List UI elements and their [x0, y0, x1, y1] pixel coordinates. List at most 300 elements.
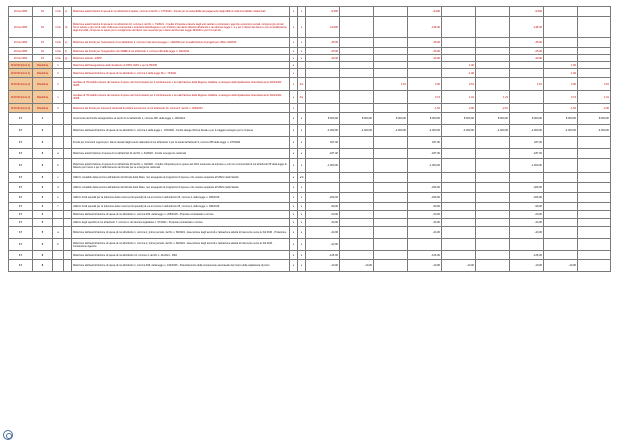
cell-value-4: -10,00 — [408, 260, 442, 272]
cell-nature: s — [298, 183, 306, 193]
cell-value-3 — [374, 55, 408, 62]
table-row — [9, 7, 611, 17]
cell-description: Riduzione autorizzazione di spesa di cui all'articolo 26 del DL n. 34/2020 - Credito d'imposta per le spese del 2021 sostenute da imprese e enti non commerciali di cui all'articolo 55 della legge di bilancio per l'anno e per il rafforzamento del Fondo per le emergenze nazionali — [72, 159, 290, 173]
cell-value-9 — [578, 239, 611, 251]
cell-value-2 — [340, 55, 374, 62]
cell-nature: s — [298, 211, 306, 219]
cell-value-5 — [442, 159, 476, 173]
cell-sub: d) — [64, 17, 72, 38]
cell-value-1 — [306, 104, 340, 113]
cell-value-4: -200,00 — [408, 193, 442, 203]
cell-value-4: -187,00 — [408, 149, 442, 159]
cell-value-7 — [510, 62, 544, 69]
cell-sub — [64, 149, 72, 159]
cell-letter: 1 bis — [53, 17, 64, 38]
cell-type: s — [290, 104, 298, 113]
cell-value-8: -10,00 — [544, 260, 578, 272]
table-row — [9, 38, 611, 48]
cell-sub — [64, 260, 72, 272]
cell-value-6 — [476, 149, 510, 159]
cell-value-3 — [374, 159, 408, 173]
cell-value-8: -1.00 — [544, 69, 578, 78]
cell-value-2 — [340, 69, 374, 78]
cell-description: Riduzione dell'autorizzazione di spesa di cui all'articolo 1, comma 2 della legge n. 178/2020 - Fondo delega riforma fiscale e per il maggior sostegno per le imprese — [72, 125, 290, 137]
cell-article: 17 — [9, 173, 33, 183]
cell-value-3: 1.51 — [374, 78, 408, 91]
cell-value-8 — [544, 149, 578, 159]
cell-article: 16 DCR (fonte 2) — [9, 91, 33, 104]
cell-description: Utilizzo fondi speciali per la riduzione delle mutui (conti speciali) di cui al comma 1 dell'articolo 25, comma 4, della legge n. 186/2019 — [72, 203, 290, 211]
cell-value-7: -45.00 — [510, 38, 544, 48]
cell-value-8 — [544, 159, 578, 173]
cell-sub — [64, 203, 72, 211]
cell-value-3 — [374, 251, 408, 260]
cell-value-3 — [374, 91, 408, 104]
table-row — [9, 104, 611, 113]
cell-value-5: 1.01 — [442, 91, 476, 104]
cell-value-7: -10,00 — [510, 260, 544, 272]
cell-value-4: -1.52 — [408, 104, 442, 113]
cell-value-9 — [578, 193, 611, 203]
cell-value-6 — [476, 203, 510, 211]
cell-article: 17 — [9, 227, 33, 239]
cell-nature: s — [298, 227, 306, 239]
cell-value-6 — [476, 211, 510, 219]
cell-letter: 1 bis — [53, 38, 64, 48]
cell-value-4: -4.000,00 — [408, 125, 442, 137]
cell-sub — [64, 125, 72, 137]
cell-value-1: -125,00 — [306, 251, 340, 260]
cell-value-1: 187,00 — [306, 137, 340, 149]
cell-value-6 — [476, 69, 510, 78]
cell-value-1 — [306, 173, 340, 183]
cell-value-9 — [578, 69, 611, 78]
cell-value-4 — [408, 62, 442, 69]
cell-value-3 — [374, 137, 408, 149]
cell-value-4: 2.00 — [408, 78, 442, 91]
cell-comma: 1 — [33, 113, 53, 125]
cell-comma: 4 — [33, 211, 53, 219]
cell-description: Fondo per interventi urgenti per i danni causati dagli eventi calamitosi di cui all'articolo 1 per la tutela dell'articolo 9, comma 355 della legge n. 178/2020 — [72, 137, 290, 149]
cell-comma: Disciplina — [33, 78, 53, 91]
cell-article: 16 DCR (fonte 4) — [9, 104, 33, 113]
cell-value-7: -200,00 — [510, 193, 544, 203]
cell-value-7 — [510, 173, 544, 183]
cell-value-8: 0.74 — [544, 91, 578, 104]
cell-value-9 — [578, 227, 611, 239]
cell-value-3 — [374, 149, 408, 159]
cell-value-3 — [374, 17, 408, 38]
cell-value-9 — [578, 62, 611, 69]
table-row — [9, 17, 611, 38]
cell-value-1 — [306, 78, 340, 91]
cell-value-9: 1.01 — [578, 91, 611, 104]
cell-letter: b — [53, 159, 64, 173]
cell-article: 17 — [9, 193, 33, 203]
cell-description: Riduzione autorizzazioni di spesa di cui all'articolo 10, comma 1 del DL n. 73/2021 - Credito d'imposta a favore degli enti sanitari e professioni, agenzie economico sociali, compresi gli enti del Terzo settore e gli enti di culto civilmente riconosciuti e proprietà della Regione e per il Ristoro dei danni disposti all'articolo 1 del decreto legge n. 2 e per il ristoro del danno e per la sanificazione degli immobili, comprese le spese per lo svolgimento dei lavori resi necessari per i danni del Decreto Legge 34/2020 e per il Covid-19 — [72, 17, 290, 38]
cell-description: Ausiliare di ITA stabili a favore del cantiere di opere del Commissario per il riordinamento e la realizzazione della Regione Calabria, a sostegno della liquidazione finanziaria anno 2021/2022 /2025 — [72, 78, 290, 91]
cell-comma: 3 — [33, 193, 53, 203]
cell-value-9: 8.000,00 — [578, 113, 611, 125]
cell-value-1: -20,00 — [306, 211, 340, 219]
cell-value-2 — [340, 78, 374, 91]
cell-value-8: 8.000,00 — [544, 113, 578, 125]
stamp-icon — [3, 430, 13, 440]
cell-comma: 6 — [33, 260, 53, 272]
cell-value-3: -4.000,00 — [374, 125, 408, 137]
cell-description: Incremento del Fondo assegnazione ai centri di cui all'articolo 1, comma 199, della legge n. 190/2014 — [72, 113, 290, 125]
cell-value-7 — [510, 239, 544, 251]
cell-value-3 — [374, 203, 408, 211]
cell-value-2 — [340, 137, 374, 149]
cell-value-2 — [340, 62, 374, 69]
cell-value-5 — [442, 211, 476, 219]
cell-value-5 — [442, 219, 476, 227]
cell-type: s — [290, 149, 298, 159]
cell-article: 16 DCR (fonte 1) — [9, 69, 33, 78]
cell-sub — [64, 239, 72, 251]
cell-type: s — [290, 7, 298, 17]
cell-letter: a — [53, 227, 64, 239]
cell-nature: s — [298, 125, 306, 137]
cell-comma: 16 — [33, 7, 53, 17]
cell-value-9: 2.51 — [578, 78, 611, 91]
cell-value-8 — [544, 7, 578, 17]
cell-value-8 — [544, 227, 578, 239]
cell-comma: Disciplina — [33, 104, 53, 113]
cell-value-8: 2.00 — [544, 78, 578, 91]
cell-sub — [64, 78, 72, 91]
cell-value-6 — [476, 239, 510, 251]
cell-letter: f — [53, 203, 64, 211]
cell-value-7 — [510, 69, 544, 78]
cell-value-6 — [476, 62, 510, 69]
cell-value-1: -44,00 — [306, 219, 340, 227]
cell-value-5 — [442, 149, 476, 159]
cell-type: s — [290, 219, 298, 227]
cell-article: 16 bis 2000 — [9, 55, 33, 62]
table-row — [9, 193, 611, 203]
table-row — [9, 239, 611, 251]
cell-value-7: -136.00 — [510, 17, 544, 38]
cell-value-7: 187,00 — [510, 137, 544, 149]
cell-value-2: 8.000,00 — [340, 113, 374, 125]
cell-sub: f) — [64, 48, 72, 55]
cell-value-5 — [442, 203, 476, 211]
cell-value-2 — [340, 183, 374, 193]
cell-value-7: -25.00 — [510, 48, 544, 55]
cell-value-5 — [442, 227, 476, 239]
cell-value-9 — [578, 149, 611, 159]
cell-value-4: -99,00 — [408, 203, 442, 211]
cell-value-9 — [578, 219, 611, 227]
cell-value-4: -45.00 — [408, 38, 442, 48]
cell-value-8: 1.00 — [544, 62, 578, 69]
cell-value-7: -400,00 — [510, 183, 544, 193]
cell-value-5 — [442, 251, 476, 260]
table-row — [9, 251, 611, 260]
cell-value-9: -2.00 — [578, 104, 611, 113]
cell-value-3: 8.000,00 — [374, 113, 408, 125]
cell-value-2 — [340, 159, 374, 173]
cell-value-3 — [374, 227, 408, 239]
cell-value-8: -4.000,00 — [544, 125, 578, 137]
cell-sub — [64, 62, 72, 69]
cell-value-6 — [476, 260, 510, 272]
cell-value-9 — [578, 183, 611, 193]
cell-type: s — [290, 55, 298, 62]
cell-value-2 — [340, 17, 374, 38]
cell-value-6 — [476, 227, 510, 239]
cell-comma: 3 — [33, 203, 53, 211]
cell-nature: s — [298, 113, 306, 125]
cell-value-6 — [476, 17, 510, 38]
cell-article: 17 — [9, 239, 33, 251]
cell-value-5 — [442, 239, 476, 251]
cell-value-4: -25.00 — [408, 48, 442, 55]
cell-type: s — [290, 38, 298, 48]
cell-type: s — [290, 91, 298, 104]
cell-comma: 5 — [33, 219, 53, 227]
cell-description: Utilizzo fondi speciali per la riduzione delle mutui (conti speciali) di cui al comma 1 dell'articolo 25, comma 4, della legge n. 186/2019 — [72, 193, 290, 203]
cell-letter — [53, 251, 64, 260]
cell-value-9 — [578, 211, 611, 219]
cell-letter — [53, 219, 64, 227]
cell-description: Riduzione dell'autorizzazione di spesa di cui all'articolo 1, comma 2 della legge DL n. 73/2021 — [72, 69, 290, 78]
cell-nature: s — [298, 55, 306, 62]
cell-description: Riduzione dell'Assegnazione delle Scadenze di IOPS, IEFO e per la TRINIS — [72, 62, 290, 69]
cell-type: s — [290, 159, 298, 173]
cell-value-1: -10,00 — [306, 260, 340, 272]
cell-value-6 — [476, 183, 510, 193]
cell-comma: 16 — [33, 17, 53, 38]
cell-value-3 — [374, 69, 408, 78]
cell-type: s — [290, 227, 298, 239]
cell-value-8 — [544, 38, 578, 48]
cell-value-3 — [374, 173, 408, 183]
table-row — [9, 227, 611, 239]
cell-sub — [64, 193, 72, 203]
cell-article: 17 — [9, 125, 33, 137]
cell-value-8 — [544, 203, 578, 211]
cell-value-1: -11.600 — [306, 17, 340, 38]
cell-article: 17 — [9, 219, 33, 227]
cell-article: 17 — [9, 159, 33, 173]
cell-letter — [53, 211, 64, 219]
cell-article: 17 — [9, 203, 33, 211]
cell-type: s — [290, 193, 298, 203]
table-row — [9, 219, 611, 227]
cell-comma: 5 — [33, 227, 53, 239]
cell-value-1 — [306, 183, 340, 193]
cell-type: s — [290, 125, 298, 137]
cell-value-1: -1.000,00 — [306, 159, 340, 173]
table-row — [9, 91, 611, 104]
cell-value-2 — [340, 149, 374, 159]
cell-value-9 — [578, 48, 611, 55]
cell-value-4: -400,00 — [408, 183, 442, 193]
cell-value-5: 2.51 — [442, 78, 476, 91]
cell-description: Utilizzo contabile della somma dell'articolo del Mondo della Stato, non assegnato ai programmi di spesa e che restano acquisite all'Ufficio della Sanità — [72, 173, 290, 183]
cell-comma: 3 — [33, 159, 53, 173]
table-row — [9, 69, 611, 78]
cell-value-5: -2.00 — [442, 104, 476, 113]
cell-value-2 — [340, 173, 374, 183]
cell-value-3 — [374, 62, 408, 69]
cell-value-1: -9.600 — [306, 7, 340, 17]
cell-value-3 — [374, 48, 408, 55]
cell-type: s — [290, 113, 298, 125]
cell-value-1: 8.000,00 — [306, 113, 340, 125]
cell-value-5: -10,00 — [442, 260, 476, 272]
cell-value-3 — [374, 219, 408, 227]
cell-nature: s — [298, 149, 306, 159]
table-row — [9, 125, 611, 137]
cell-value-2 — [340, 7, 374, 17]
cell-value-6 — [476, 137, 510, 149]
cell-value-1: -45.00 — [306, 38, 340, 48]
cell-letter — [53, 113, 64, 125]
cell-type: s — [290, 251, 298, 260]
cell-value-2 — [340, 251, 374, 260]
cell-description: Ausiliare di ITA stabili a favore del cantiere di opere del Commissario per il riordinamento e la realizzazione della Regione Calabria, a sostegno della liquidazione finanziaria anno 2021/2022 /2025 — [72, 91, 290, 104]
cell-letter: 1 — [53, 78, 64, 91]
cell-value-4: 0.74 — [408, 91, 442, 104]
cell-value-2: -10,00 — [340, 260, 374, 272]
cell-article: 16 bis 2000 — [9, 48, 33, 55]
cell-type: s — [290, 48, 298, 55]
cell-value-8 — [544, 211, 578, 219]
cell-value-8 — [544, 239, 578, 251]
cell-letter: 1 bis — [53, 48, 64, 55]
cell-comma: Disciplina — [33, 62, 53, 69]
cell-article: 17 — [9, 183, 33, 193]
cell-value-5 — [442, 137, 476, 149]
cell-value-5 — [442, 183, 476, 193]
cell-type: s — [290, 203, 298, 211]
cell-value-6 — [476, 48, 510, 55]
cell-description: Riduzione del Fondo per l'integrazione del GMBE di cui all'articolo 1, comma 199 della legge n. 160/2014 — [72, 48, 290, 55]
cell-description: Riduzione autorizzazioni di spesa di cui all'articolo 9 quater, comma 4 del DL n. 137/2020 - Fondo per la sostenibilità del pagamento degli affitti di unità immobiliari residenziali — [72, 7, 290, 17]
cell-description: Utilizzo contabile della somma dell'articolo del Mondo della Stato, non assegnato ai programmi di spesa e che restano acquisite all'Ufficio della Sanità — [72, 183, 290, 193]
cell-comma: Disciplina — [33, 69, 53, 78]
cell-letter: 1 bis — [53, 55, 64, 62]
cell-value-7: -125,00 — [510, 251, 544, 260]
cell-value-9 — [578, 38, 611, 48]
table-row — [9, 203, 611, 211]
table-row — [9, 173, 611, 183]
cell-letter: c — [53, 173, 64, 183]
cell-value-4: -136.00 — [408, 17, 442, 38]
cell-value-4: -44,00 — [408, 219, 442, 227]
cell-nature: s — [298, 219, 306, 227]
cell-value-6 — [476, 78, 510, 91]
cell-nature: s — [298, 239, 306, 251]
cell-value-6 — [476, 193, 510, 203]
cell-description: Riduzione dell'autorizzazione di spesa di cui all'articolo 1, comma 2, primo periodo, del DL n. 80/2021 - Esecuzione degli accordi e l'attuazione attività di intervento verso le Siti DCR - Protezione — [72, 227, 290, 239]
cell-letter — [53, 125, 64, 137]
cell-value-6 — [476, 55, 510, 62]
cell-letter: 2 — [53, 69, 64, 78]
cell-comma: 3 — [33, 183, 53, 193]
cell-sub — [64, 91, 72, 104]
cell-value-3 — [374, 104, 408, 113]
cell-type: s — [290, 239, 298, 251]
cell-nature: s — [298, 38, 306, 48]
cell-value-3 — [374, 211, 408, 219]
cell-value-9 — [578, 17, 611, 38]
cell-value-5 — [442, 55, 476, 62]
cell-sub: c) — [64, 7, 72, 17]
cell-value-1 — [306, 62, 340, 69]
cell-nature: s — [298, 137, 306, 149]
cell-value-1: -200,00 — [306, 193, 340, 203]
cell-nature: s — [298, 251, 306, 260]
cell-sub — [64, 173, 72, 183]
cell-value-8 — [544, 219, 578, 227]
cell-article: 17 — [9, 149, 33, 159]
cell-value-3 — [374, 239, 408, 251]
cell-value-6 — [476, 7, 510, 17]
cell-article: 17 — [9, 251, 33, 260]
cell-value-5 — [442, 193, 476, 203]
cell-type: s — [290, 183, 298, 193]
table-row — [9, 78, 611, 91]
cell-article: 16 bis 2000 — [9, 38, 33, 48]
cell-value-2 — [340, 91, 374, 104]
cell-value-1: -25.00 — [306, 48, 340, 55]
cell-value-5: 8.000,00 — [442, 113, 476, 125]
cell-value-2 — [340, 219, 374, 227]
cell-value-4 — [408, 69, 442, 78]
cell-value-4: -20,00 — [408, 211, 442, 219]
cell-description: Riduzione dell'autorizzazione di spesa di cui all'articolo 12, comma 4, del DL n. 41/2021 - RINI — [72, 251, 290, 260]
cell-description: Riduzione dell'autorizzazione di spesa di cui all'articolo 1, comma 2, primo periodo, del DL n. 80/2021 - Esecuzione degli accordi e l'attuazione attività di intervento verso le Siti DCR - Costituzione Agenzia — [72, 239, 290, 251]
cell-sub — [64, 137, 72, 149]
cell-value-7: -99,00 — [510, 203, 544, 211]
cell-comma: 6 — [33, 251, 53, 260]
cell-value-2 — [340, 104, 374, 113]
cell-article: 16 DCR (fonte 2) — [9, 78, 33, 91]
cell-article: 16 bis 2000 — [9, 7, 33, 17]
cell-nature: s — [298, 17, 306, 38]
cell-sub — [64, 104, 72, 113]
cell-type: s — [290, 137, 298, 149]
cell-letter: 2 — [53, 104, 64, 113]
cell-value-3 — [374, 260, 408, 272]
cell-value-4: -44,00 — [408, 227, 442, 239]
cell-sub: g) — [64, 55, 72, 62]
cell-comma: 2 — [33, 125, 53, 137]
cell-type: s — [290, 17, 298, 38]
cell-value-1: -22,00 — [306, 239, 340, 251]
cell-value-4: -9.600 — [408, 7, 442, 17]
cell-nature: s — [298, 203, 306, 211]
cell-value-5 — [442, 7, 476, 17]
cell-value-8 — [544, 137, 578, 149]
cell-value-8 — [544, 173, 578, 183]
cell-type: s — [290, 78, 298, 91]
cell-value-5 — [442, 173, 476, 183]
cell-value-9 — [578, 159, 611, 173]
cell-value-5: 1.00 — [442, 62, 476, 69]
cell-value-4 — [408, 239, 442, 251]
cell-value-2 — [340, 38, 374, 48]
cell-value-3 — [374, 38, 408, 48]
cell-nature: b/s — [298, 78, 306, 91]
cell-description: Riduzione dell'autorizzazione di spesa di cui all'articolo 1, comma 309, della legge n. 194/2006 - Potenziamento della componente aeronavale del Corpo della capitaneria di porto — [72, 260, 290, 272]
cell-sub — [64, 113, 72, 125]
